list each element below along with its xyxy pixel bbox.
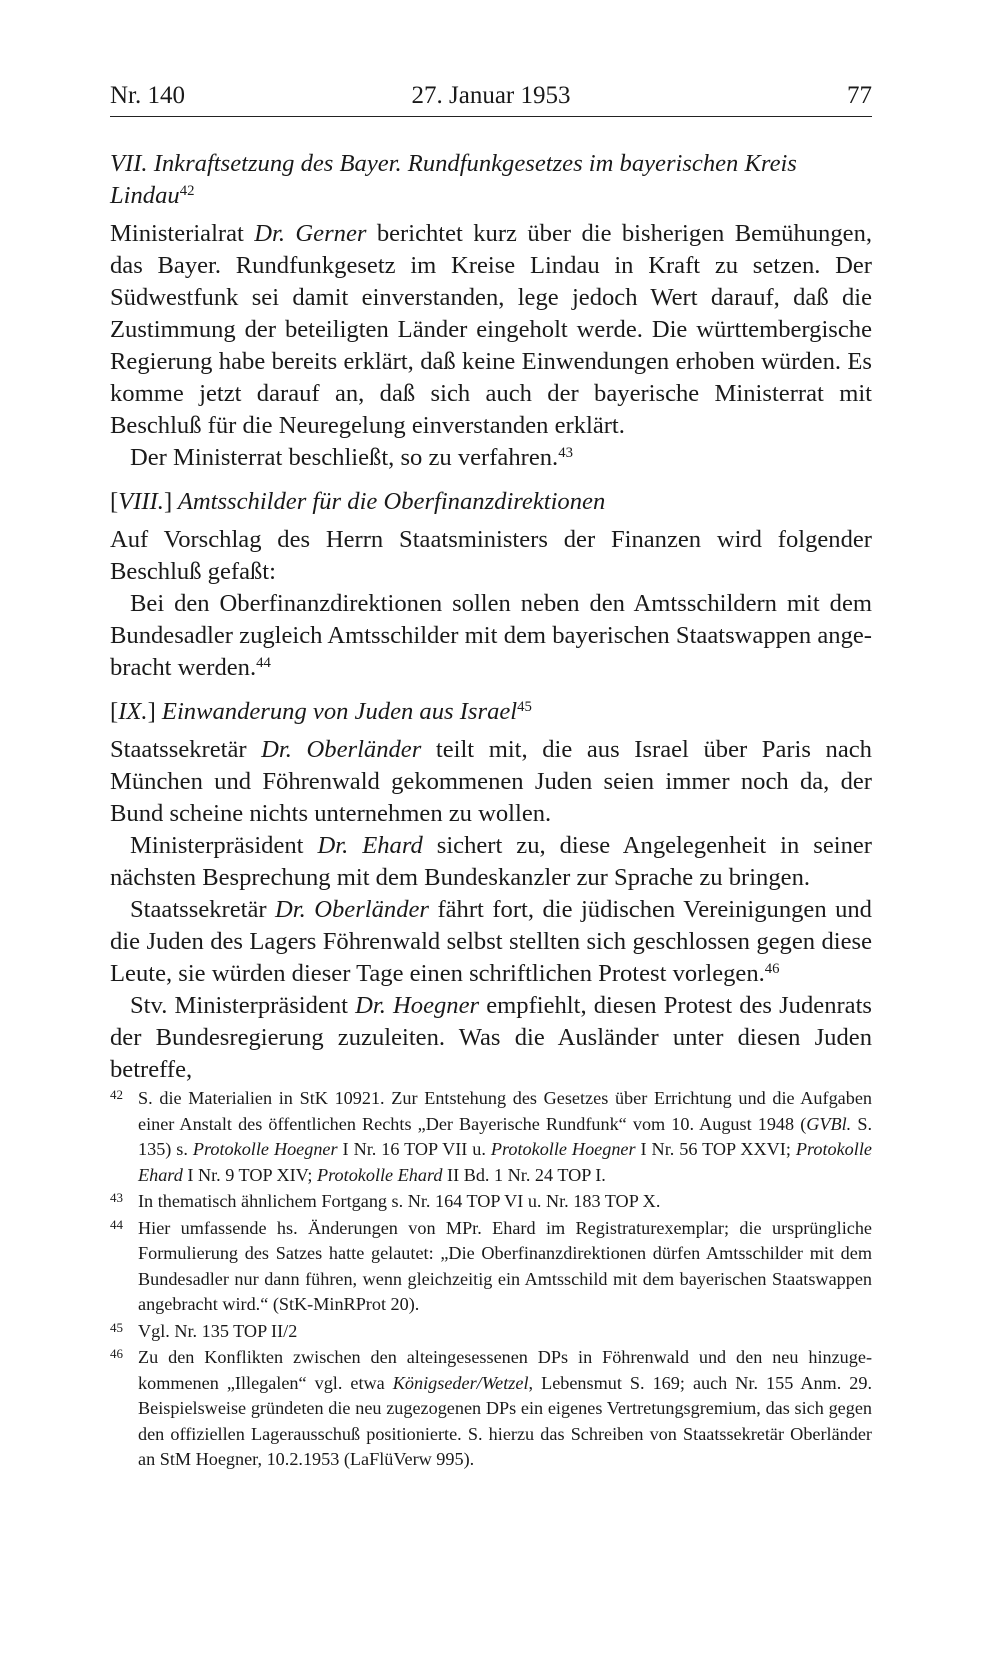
footnote-number: 44 <box>110 1216 123 1232</box>
cited-source: Protokolle Ehard <box>317 1164 443 1185</box>
bracket-open: [ <box>110 698 119 725</box>
running-header <box>110 82 872 116</box>
paragraph <box>110 524 872 588</box>
person-name: Dr. Ehard <box>317 832 423 859</box>
footnote-45 <box>110 1319 872 1345</box>
text-run: S. die Materialien in StK 10921. Zur Entstehung des Gesetzes über Errichtung und die Aufgaben einer Anstalt des öffentlichen Rechts „Der Bayerische Rundfunk“ vom 10. August 1948 ( <box>138 1088 872 1134</box>
text-run: empfiehlt, diesen Protest des Judenrats der Bundesregierung zuzuleiten. Was die Ausländer unter diesen Juden betreffe, <box>110 992 872 1083</box>
footnote-number: 46 <box>110 1346 123 1361</box>
cited-source: Protokolle Hoegner <box>192 1139 338 1159</box>
footnote-number: 45 <box>110 1319 123 1335</box>
paragraph <box>110 588 872 684</box>
person-name: Dr. Oberländer <box>261 736 422 763</box>
text-run: I Nr. 9 TOP XIV; <box>182 1164 318 1185</box>
footnote-ref-43[interactable]: 43 <box>558 444 573 461</box>
bracket-open: [ <box>110 488 119 515</box>
text-run: Der Ministerrat beschließt, so zu verfahren. <box>130 444 559 471</box>
footnote-number: 42 <box>110 1087 123 1102</box>
section-heading-vii <box>110 148 872 212</box>
paragraph <box>110 894 872 990</box>
cited-source: Königseder/Wetzel <box>392 1372 529 1393</box>
section-heading-text: VII. Inkraftsetzung des Bayer. Rundfunkgesetzes im bayerischen Kreis Lindau <box>110 150 797 209</box>
text-run: Ministerpräsident <box>130 832 318 859</box>
footnote-ref-42[interactable]: 42 <box>179 182 195 199</box>
cited-source: GVBl. <box>806 1113 852 1134</box>
section-number-text: IX. <box>118 698 148 725</box>
cited-source: Protokolle Ehard <box>138 1139 872 1185</box>
text-run: Hier umfassende hs. Änderungen von MPr. Ehard im Registraturexemplar; die ursprüngliche Formulierung des Satzes hatte gelautet: „Die Oberfinanzdirektionen dürfen Amtsschilder mit dem Bundesadler nur dann führen, wenn gleichzeitig ein Amtsschild mit dem bayerischen Staatswappen angebracht wird.“ (StK-MinRProt 20). <box>138 1217 872 1314</box>
text-run: Staatssekretär <box>130 896 276 923</box>
text-run: sichert zu, diese Angelegenheit in seiner nächsten Besprechung mit dem Bundeskanzler zur Sprache zu bringen. <box>110 832 872 891</box>
header-rule <box>110 116 872 117</box>
footnote-44 <box>110 1216 872 1318</box>
text-run: Ministerialrat <box>110 220 255 247</box>
text-run: S. 135) s. <box>138 1113 872 1159</box>
section-spacer <box>110 684 872 696</box>
text-run: fährt fort, die jüdischen Vereinigungen und die Juden des Lagers Föhrenwald selbst stellten sich geschlossen gegen diese Leute, sie würden dieser Tage einen schriftlichen Protest vorlegen. <box>110 896 872 987</box>
text-run: II Bd. 1 Nr. 24 TOP I. <box>442 1164 606 1185</box>
page-number: 77 <box>847 82 872 109</box>
text-run: , Lebensmut S. 169; auch Nr. 155 Anm. 29. Beispielsweise gründeten die neu zugezogenen DPs ein eigenes Vertretungsgremium, das sich gegen den offiziellen Lagerausschuß positionierte. S. hierzu das Schreiben von Staatssekretär Oberländer an StM Hoegner, 10.2.1953 (LaFlüVerw 995). <box>138 1372 873 1469</box>
bracket-close: ] <box>147 698 156 725</box>
section-heading-text: Amtsschilder für die Oberfinanzdirektionen <box>172 488 606 515</box>
footnote-ref-44[interactable]: 44 <box>256 654 271 671</box>
document-number: Nr. 140 <box>110 82 185 109</box>
section-heading-ix <box>110 696 872 728</box>
text-run: teilt mit, die aus Israel über Paris nach München und Föhrenwald gekommenen Juden seien immer noch da, der Bund scheine nichts unternehmen zu wollen. <box>110 736 872 827</box>
section-spacer <box>110 474 872 486</box>
text-run: Staatssekretär <box>110 736 262 763</box>
text-run: Stv. Ministerpräsident <box>130 992 356 1019</box>
text-run: I Nr. 16 TOP VII u. <box>337 1139 491 1159</box>
footnote-42 <box>110 1086 872 1188</box>
text-run: Zu den Konflikten zwischen den alteingesessenen DPs in Föhrenwald und den neu hinzugekommenen „Illegalen“ vgl. etwa <box>138 1347 872 1393</box>
footnotes <box>110 1086 872 1474</box>
person-name: Dr. Oberländer <box>275 896 429 923</box>
paragraph <box>110 990 872 1086</box>
footnote-43 <box>110 1189 872 1215</box>
text-run: berichtet kurz über die bisherigen Bemühungen, das Bayer. Rundfunkgesetz im Kreise Lindau in Kraft zu setzen. Der Südwestfunk sei damit einverstanden, lege jedoch Wert darauf, daß die Zustimmung der beteiligten Länder eingeholt werde. Die württembergische Regierung habe bereits erklärt, daß keine Einwendungen erhoben würden. Es komme jetzt darauf an, daß sich auch der bayerische Ministerrat mit Beschluß für die Neuregelung einverstanden erklärt. <box>110 220 873 439</box>
paragraph <box>110 218 872 442</box>
person-name: Dr. Hoegner <box>355 992 480 1019</box>
text-run: I Nr. 56 TOP XXVI; <box>635 1139 796 1159</box>
footnote-ref-46[interactable]: 46 <box>764 960 780 977</box>
text-run: Auf Vorschlag des Herrn Staatsministers der Finanzen wird folgender Beschluß gefaßt: <box>110 526 872 585</box>
text-run: Bei den Oberfinanzdirektionen sollen neben den Amtsschildern mit dem Bundesadler zugleich Amtsschilder mit dem bayerischen Staatswappen angebracht werden. <box>110 590 872 681</box>
footnote-ref-45[interactable]: 45 <box>517 698 532 715</box>
person-name: Dr. Gerner <box>254 220 367 247</box>
section-number-text: VIII. <box>118 488 164 515</box>
footnote-46 <box>110 1345 872 1473</box>
text-run: In thematisch ähnlichem Fortgang s. Nr. 164 TOP VI u. Nr. 183 TOP X. <box>138 1191 661 1211</box>
main-text <box>110 148 872 1086</box>
footnote-number: 43 <box>110 1190 123 1205</box>
paragraph <box>110 830 872 894</box>
paragraph <box>110 442 872 474</box>
section-heading-text: Einwanderung von Juden aus Israel <box>155 698 518 725</box>
header-date: 27. Januar 1953 <box>411 82 571 109</box>
cited-source: Protokolle Hoegner <box>490 1139 636 1159</box>
bracket-close: ] <box>163 488 173 515</box>
text-run: Vgl. Nr. 135 TOP II/2 <box>138 1320 298 1341</box>
paragraph <box>110 734 872 830</box>
section-heading-viii <box>110 486 872 518</box>
